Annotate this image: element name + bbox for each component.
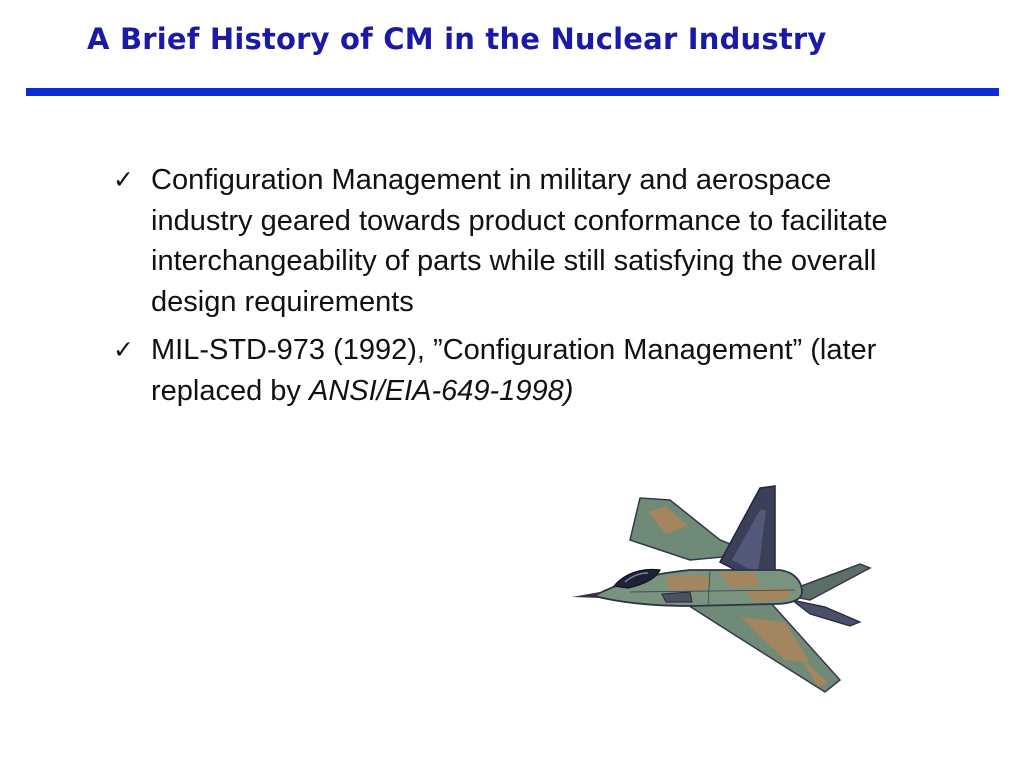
bullet-item xyxy=(110,330,930,411)
jet-rear-fin xyxy=(792,600,860,626)
bullet-text: Configuration Management in military and aerospace industry geared towards product conformance to facilitate interchangeability of parts while still satisfying the overall design requirements xyxy=(151,164,888,318)
jet-camo-patch xyxy=(665,575,710,590)
checkmark-icon: ✓ xyxy=(113,335,134,364)
bullet-list xyxy=(110,160,930,419)
checkmark-icon: ✓ xyxy=(113,165,134,194)
slide-title: A Brief History of CM in the Nuclear Industry xyxy=(87,22,827,56)
bullet-text-italic: ANSI/EIA-649-1998) xyxy=(309,374,574,407)
jet-intake xyxy=(662,592,692,602)
fighter-jet-icon xyxy=(570,482,880,697)
bullet-item xyxy=(110,160,930,322)
title-divider xyxy=(26,88,999,96)
bullet-text: MIL-STD-973 (1992), ”Configuration Management” (later replaced by xyxy=(151,334,877,407)
